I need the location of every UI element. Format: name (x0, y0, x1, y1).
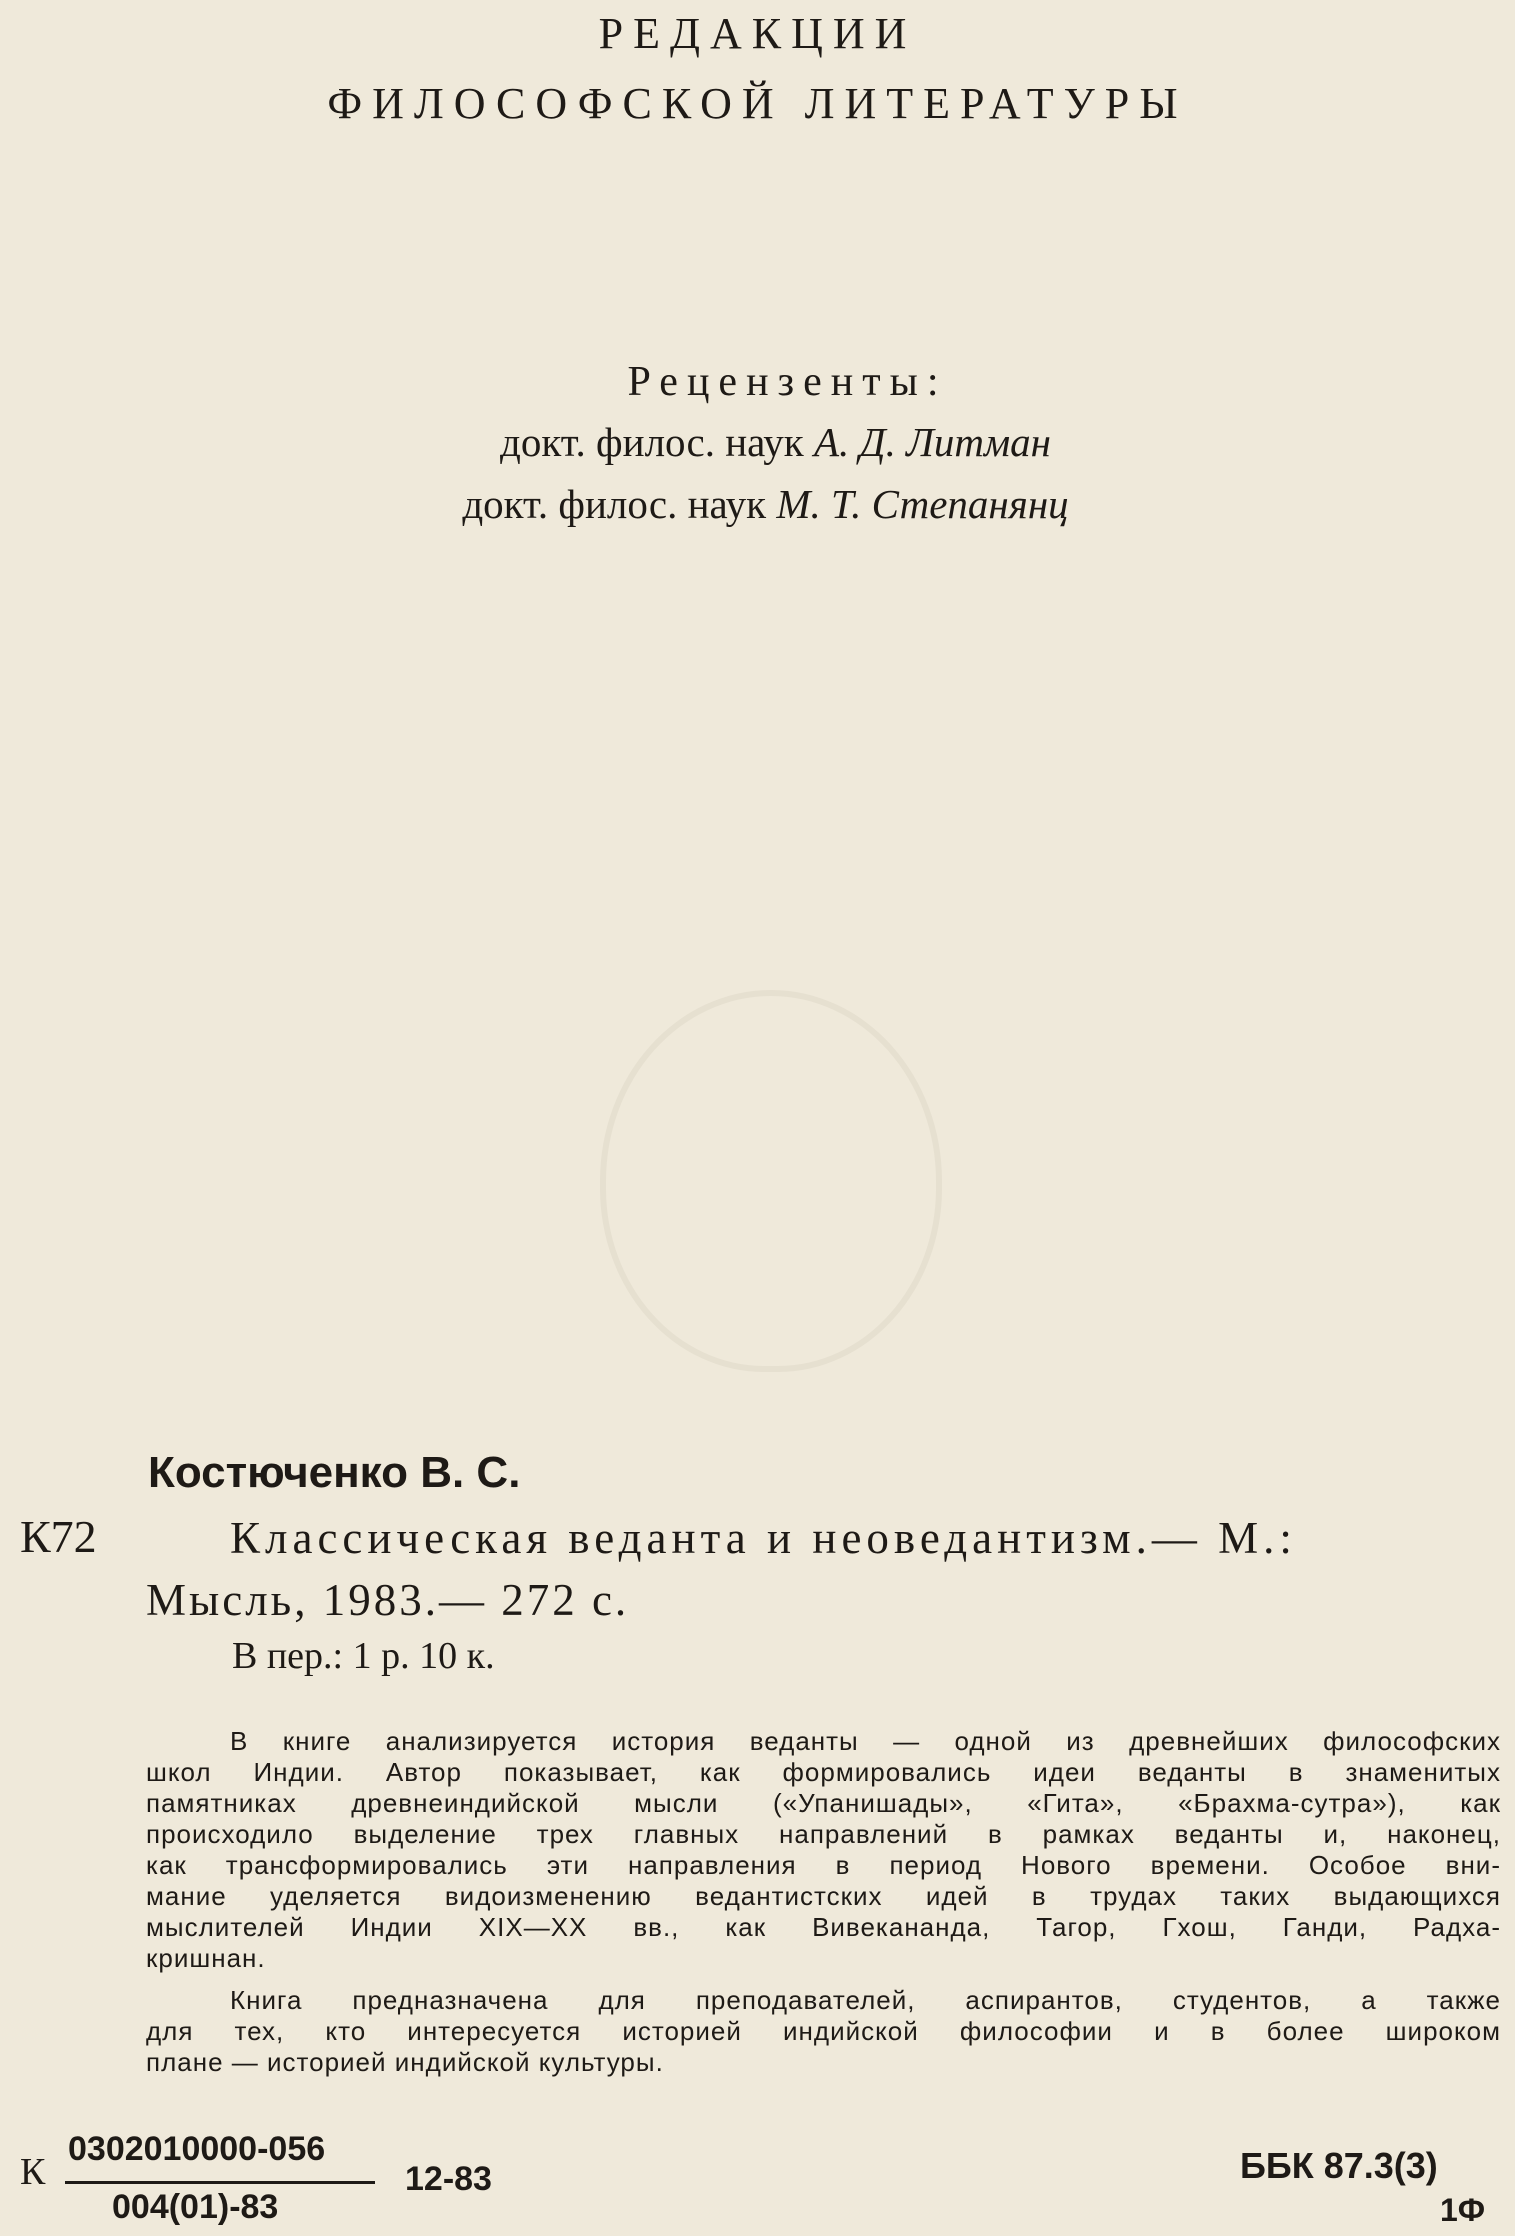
imprint-k-letter: К (20, 2151, 46, 2193)
annotation-line: происходило выделение трех главных направлений в рамках веданты и, наконец, (146, 1819, 1501, 1849)
annotation-line: плане — историей индийской культуры. (146, 2047, 664, 2077)
reviewer-1 (18, 418, 1515, 466)
annotation-line: для тех, кто интересуется историей индийской философии и в более широком (146, 2016, 1501, 2046)
edition-line-2: ФИЛОСОФСКОЙ ЛИТЕРАТУРЫ (327, 79, 1188, 128)
edition-line-1: РЕДАКЦИИ (598, 9, 917, 58)
imprint-bbk: ББК 87.3(3) (1240, 2145, 1438, 2186)
reviewer-2-degree: докт. филос. наук (462, 481, 767, 527)
fraction-bar (65, 2181, 375, 2184)
imprint-code: 12-83 (405, 2160, 492, 2198)
catalog-title-line-2: Мысль, 1983.— 272 с. (146, 1575, 630, 1625)
annotation-line: как трансформировались эти направления в период Нового времени. Особое вни- (146, 1850, 1501, 1880)
show-through-shadow (0, 130, 1515, 314)
catalog-index: К72 (20, 1511, 97, 1562)
reviewer-1-name: А. Д. Литман (813, 419, 1051, 465)
reviewer-2 (8, 480, 1515, 528)
imprint-denominator: 004(01)-83 (112, 2188, 279, 2226)
reviewers-heading: Рецензенты: (627, 359, 948, 405)
reviewer-1-degree: докт. филос. наук (499, 419, 804, 465)
publisher-emblem-shadow (600, 990, 942, 1372)
annotation-line: Книга предназначена для преподавателей, аспирантов, студентов, а также (230, 1985, 1501, 2015)
annotation-line: В книге анализируется история веданты — одной из древнейших философских (230, 1726, 1501, 1756)
catalog-price: В пер.: 1 р. 10 к. (232, 1635, 495, 1677)
reviewer-2-name: М. Т. Степанянц (776, 481, 1069, 527)
annotation-line: мыслителей Индии XIX—XX вв., как Вивекананда, Тагор, Гхош, Ганди, Радха- (146, 1912, 1501, 1942)
imprint-numerator: 0302010000-056 (68, 2130, 326, 2168)
annotation-line: мание уделяется видоизменению ведантистских идей в трудах таких выдающихся (146, 1881, 1501, 1911)
annotation-line: памятниках древнеиндийской мысли («Упанишады», «Гита», «Брахма-сутра»), как (146, 1788, 1501, 1818)
catalog-author: Костюченко В. С. (148, 1448, 521, 1497)
annotation-line: кришнан. (146, 1943, 266, 1973)
imprint-bbk-sub: 1Ф (1440, 2192, 1486, 2228)
catalog-title-line-1: Классическая веданта и неоведантизм.— М.: (230, 1513, 1297, 1563)
annotation-line: школ Индии. Автор показывает, как формировались идеи веданты в знаменитых (146, 1757, 1501, 1787)
